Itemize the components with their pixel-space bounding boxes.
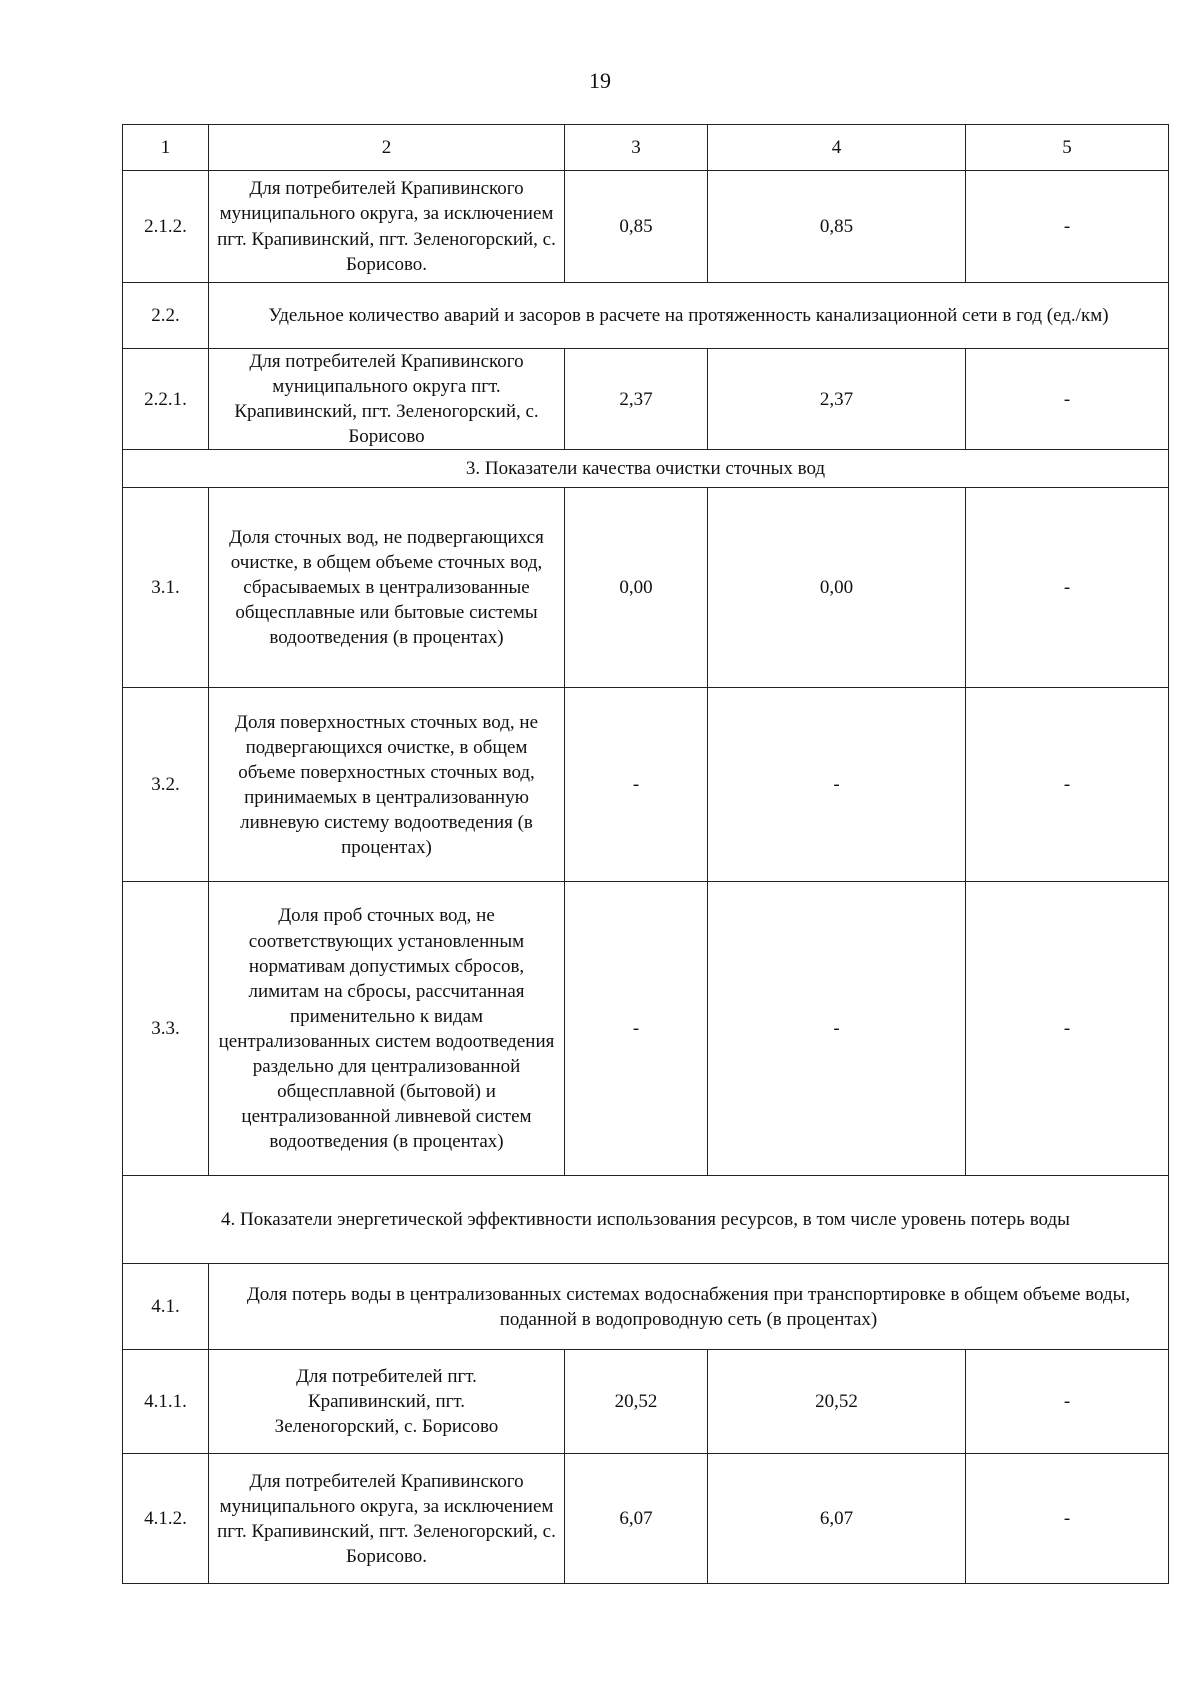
row-value-col4: 6,07 — [708, 1454, 966, 1584]
row-value-col4: - — [708, 688, 966, 882]
header-row — [123, 125, 1169, 171]
row-value-col5: - — [966, 171, 1169, 283]
row-value-col4: - — [708, 882, 966, 1176]
row-value-col5: - — [966, 688, 1169, 882]
row-value-col5: - — [966, 1454, 1169, 1584]
row-value-col3: 0,00 — [565, 488, 708, 688]
row-description: Доля проб сточных вод, не соответствующих установленным нормативам допустимых сбросов, лимитам на сбросы, рассчитанная применительно к видам централизованных систем водоотведения раздельно для централизованной общесплавной (бытовой) и централизованной ливневой систем водоотведения (в процентах) — [209, 882, 565, 1176]
row-value-col5: - — [966, 488, 1169, 688]
row-value-col5: - — [966, 1350, 1169, 1454]
row-description: Для потребителей Крапивинского муниципального округа, за исключением пгт. Крапивинский, пгт. Зеленогорский, с. Борисово. — [209, 171, 565, 283]
row-number: 2.2.1. — [123, 349, 209, 450]
row-number: 2.1.2. — [123, 171, 209, 283]
header-col-3: 3 — [565, 125, 708, 171]
table-row — [123, 488, 1169, 688]
section-heading-row — [123, 450, 1169, 488]
header-col-2: 2 — [209, 125, 565, 171]
row-description: Доля потерь воды в централизованных системах водоснабжения при транспортировке в общем объеме воды, поданной в водопроводную сеть (в процентах) — [209, 1264, 1169, 1350]
row-number: 2.2. — [123, 283, 209, 349]
header-col-5: 5 — [966, 125, 1169, 171]
table-row — [123, 882, 1169, 1176]
row-value-col4: 2,37 — [708, 349, 966, 450]
row-value-col3: - — [565, 688, 708, 882]
row-value-col4: 20,52 — [708, 1350, 966, 1454]
table-row — [123, 171, 1169, 283]
table-row — [123, 349, 1169, 450]
section-heading-row — [123, 1176, 1169, 1264]
row-value-col3: 6,07 — [565, 1454, 708, 1584]
table-row — [123, 1350, 1169, 1454]
row-number: 4.1.2. — [123, 1454, 209, 1584]
row-value-col3: 20,52 — [565, 1350, 708, 1454]
row-number: 3.2. — [123, 688, 209, 882]
row-value-col3: - — [565, 882, 708, 1176]
row-description: Доля сточных вод, не подвергающихся очистке, в общем объеме сточных вод, сбрасываемых в централизованные общесплавные или бытовые системы водоотведения (в процентах) — [209, 488, 565, 688]
row-number: 4.1. — [123, 1264, 209, 1350]
row-description: Удельное количество аварий и засоров в расчете на протяженность канализационной сети в год (ед./км) — [209, 283, 1169, 349]
row-description: Для потребителей Крапивинского муниципального округа пгт. Крапивинский, пгт. Зеленогорский, с. Борисово — [209, 349, 565, 450]
table-row — [123, 1264, 1169, 1350]
row-value-col4: 0,00 — [708, 488, 966, 688]
row-value-col5: - — [966, 349, 1169, 450]
row-description: Для потребителей Крапивинского муниципального округа, за исключением пгт. Крапивинский, пгт. Зеленогорский, с. Борисово. — [209, 1454, 565, 1584]
section-3-title: 3. Показатели качества очистки сточных вод — [123, 450, 1169, 488]
table-row — [123, 283, 1169, 349]
row-value-col4: 0,85 — [708, 171, 966, 283]
table-row — [123, 1454, 1169, 1584]
row-description: Для потребителей пгт. Крапивинский, пгт. Зеленогорский, с. Борисово — [209, 1350, 565, 1454]
row-number: 4.1.1. — [123, 1350, 209, 1454]
table-row — [123, 688, 1169, 882]
row-number: 3.3. — [123, 882, 209, 1176]
row-value-col3: 0,85 — [565, 171, 708, 283]
row-value-col3: 2,37 — [565, 349, 708, 450]
row-value-col5: - — [966, 882, 1169, 1176]
header-col-4: 4 — [708, 125, 966, 171]
indicators-table — [122, 124, 1169, 1584]
header-col-1: 1 — [123, 125, 209, 171]
section-4-title: 4. Показатели энергетической эффективности использования ресурсов, в том числе уровень потерь воды — [123, 1176, 1169, 1264]
page-number: 19 — [589, 68, 611, 93]
row-number: 3.1. — [123, 488, 209, 688]
row-description: Доля поверхностных сточных вод, не подвергающихся очистке, в общем объеме поверхностных сточных вод, принимаемых в централизованную ливневую систему водоотведения (в процентах) — [209, 688, 565, 882]
